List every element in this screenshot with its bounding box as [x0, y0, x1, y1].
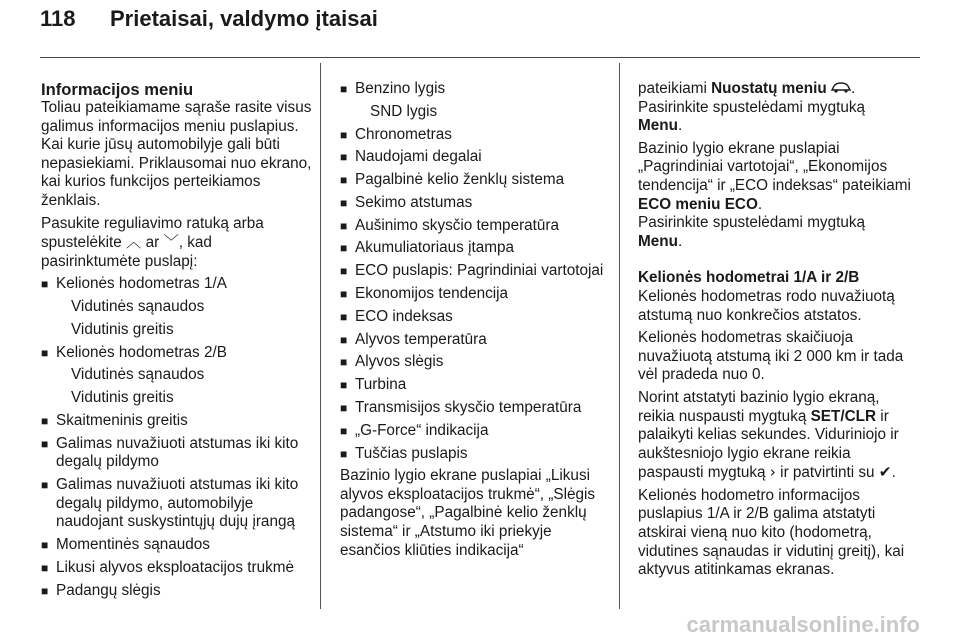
text: .	[850, 80, 856, 97]
list-item	[340, 262, 612, 281]
sub-item: Vidutinės sąnaudos	[71, 366, 205, 384]
menu-pages-list-1	[41, 275, 313, 600]
text: Bazinio lygio ekrane puslapiai „Pagrindiniai vartotojai“, „Ekonomijos tendencija“ ir „ECO indeksas“ pateikiami	[638, 139, 911, 194]
list-item	[340, 331, 612, 350]
list-item-label: Chronometras	[355, 125, 452, 143]
list-item-label: Momentinės sąnaudos	[56, 536, 210, 554]
sub-items	[56, 298, 313, 339]
instruction-paragraph	[41, 215, 313, 272]
sub-items	[355, 103, 612, 122]
column-3	[638, 80, 920, 584]
list-item	[41, 536, 313, 555]
list-item	[340, 148, 612, 167]
chevron-up-icon: ︿	[126, 233, 142, 252]
list-item-label: Padangų slėgis	[56, 581, 161, 599]
list-item-label: Likusi alyvos eksploatacijos trukmė	[56, 558, 295, 576]
chevron-right-icon: ›	[769, 463, 776, 482]
list-item	[340, 285, 612, 304]
car-icon	[831, 80, 851, 97]
checkmark-icon: ✔	[878, 463, 892, 482]
list-item-label: „G-Force“ indikacija	[355, 421, 489, 439]
text: .	[677, 232, 683, 250]
settings-menu-paragraph	[638, 80, 920, 136]
list-item-label: Aušinimo skysčio temperatūra	[355, 216, 560, 234]
menu-button-label: Menu	[638, 117, 678, 135]
chevron-down-icon: ﹀	[163, 233, 179, 252]
text: .	[891, 464, 896, 482]
header-rule	[40, 57, 920, 58]
text: ir palaikyti kelias sekundes. Viduriniojo ir aukštesniojo lygio ekrane reikia paspausti mygtuką	[638, 407, 899, 482]
list-item	[41, 559, 313, 578]
set-clr-label: SET/CLR	[810, 407, 877, 425]
list-item-label: Naudojami degalai	[355, 148, 482, 166]
column-divider	[320, 63, 321, 609]
list-item	[340, 353, 612, 372]
list-item	[41, 344, 313, 408]
list-item-label: Pagalbinė kelio ženklų sistema	[355, 171, 565, 189]
list-item	[340, 445, 612, 464]
sub-item: Vidutinės sąnaudos	[71, 298, 205, 316]
trip-paragraph-3: Kelionės hodometro informacijos puslapius 1/A ir 2/B galima atstatyti atskirai vieną nuo kito (hodometrą, vidutines sąnaudas ir vidutinį greitį), kai aktyvus atitinkamas ekranas.	[638, 486, 905, 579]
list-item	[340, 376, 612, 395]
intro-paragraph: Toliau pateikiamame sąraše rasite visus galimus informacijos meniu puslapius. Kai kurie jūsų automobilyje gali būti nepasiekiami. Priklausomai nuo ekrano, kai kurios funkcijos perteikiamos ženklais.	[41, 99, 312, 209]
column-1	[41, 80, 313, 605]
sub-items	[56, 366, 313, 407]
reset-paragraph	[638, 389, 920, 483]
menu-pages-list-2	[340, 80, 612, 463]
list-item-label: Turbina	[355, 376, 407, 394]
list-item-label: ECO indeksas	[355, 307, 453, 325]
list-item	[340, 80, 612, 121]
list-item-label: Kelionės hodometras 2/B	[56, 343, 227, 361]
list-item	[41, 412, 313, 431]
list-item-label: Akumuliatoriaus įtampa	[355, 239, 514, 257]
list-item	[41, 435, 313, 472]
column-divider	[619, 63, 620, 609]
list-item	[41, 275, 313, 339]
eco-menu-label: ECO meniu	[638, 195, 721, 213]
page-number: 118	[40, 6, 76, 31]
list-item	[340, 422, 612, 441]
list-item-label: ECO puslapis: Pagrindiniai vartotojai	[355, 262, 604, 280]
text: ir patvirtinti su	[780, 464, 875, 482]
watermark: carmanualsonline.info	[686, 612, 920, 637]
list-item-label: Sekimo atstumas	[355, 193, 473, 211]
text: pateikiami	[638, 80, 707, 97]
list-item-label: Ekonomijos tendencija	[355, 285, 509, 303]
list-item-label: Tuščias puslapis	[355, 444, 468, 462]
basic-level-note: Bazinio lygio ekrane puslapiai „Likusi alyvos eksploatacijos trukmė“, „Slėgis padangose“, „Pagalbinė kelio ženklų sistema“ ir „Atstumo iki priekyje esančios kliūties indikacija“	[340, 467, 596, 559]
page-header	[40, 6, 378, 32]
page-title: Prietaisai, valdymo įtaisai	[110, 6, 378, 31]
text: .	[677, 117, 683, 135]
list-item	[41, 582, 313, 601]
column-2	[340, 80, 612, 564]
list-item-label: Galimas nuvažiuoti atstumas iki kito degalų pildymo, automobilyje naudojant suskystintųjų dujų įrangą	[56, 476, 299, 531]
list-item	[340, 308, 612, 327]
list-item	[340, 239, 612, 258]
sub-item: Vidutinis greitis	[71, 389, 174, 407]
instruction-or: ar	[145, 234, 160, 252]
list-item-label: Transmisijos skysčio temperatūra	[355, 398, 582, 416]
trip-paragraph-1: Kelionės hodometras rodo nuvažiuotą atstumą nuo konkrečios atstatos.	[638, 287, 895, 324]
instruction-text-end: , kad pasirinktumėte puslapį:	[41, 234, 212, 270]
trip-odometer-heading: Kelionės hodometrai 1/A ir 2/B	[638, 269, 860, 287]
text: .	[757, 195, 763, 213]
text: Pasirinkite spustelėdami mygtuką	[638, 98, 866, 116]
trip-paragraph-2: Kelionės hodometras skaičiuoja nuvažiuotą atstumą iki 2 000 km ir tada vėl pradeda nuo 0.	[638, 329, 904, 384]
list-item-label: Kelionės hodometras 1/A	[56, 275, 227, 293]
sub-item: Vidutinis greitis	[71, 320, 174, 338]
list-item-label: Galimas nuvažiuoti atstumas iki kito degalų pildymo	[56, 434, 299, 471]
section-heading: Informacijos meniu	[41, 80, 194, 99]
settings-menu-label: Nuostatų meniu	[711, 80, 827, 97]
list-item	[340, 171, 612, 190]
list-item	[340, 126, 612, 145]
instruction-text: Pasukite reguliavimo ratuką arba spustelėkite	[41, 214, 264, 252]
list-item	[340, 194, 612, 213]
eco-icon: ECO	[724, 195, 758, 213]
list-item-label: Skaitmeninis greitis	[56, 412, 188, 430]
list-item	[340, 399, 612, 418]
text: Norint atstatyti bazinio lygio ekraną, reikia nuspausti mygtuką	[638, 388, 880, 425]
list-item-label: Benzino lygis	[355, 80, 446, 97]
menu-button-label: Menu	[638, 232, 678, 250]
text: Pasirinkite spustelėdami mygtuką	[638, 214, 866, 232]
list-item	[340, 217, 612, 236]
sub-item: SND lygis	[370, 102, 438, 120]
list-item	[41, 476, 313, 532]
list-item-label: Alyvos temperatūra	[355, 330, 487, 348]
eco-menu-paragraph	[638, 140, 920, 252]
list-item-label: Alyvos slėgis	[355, 353, 444, 371]
